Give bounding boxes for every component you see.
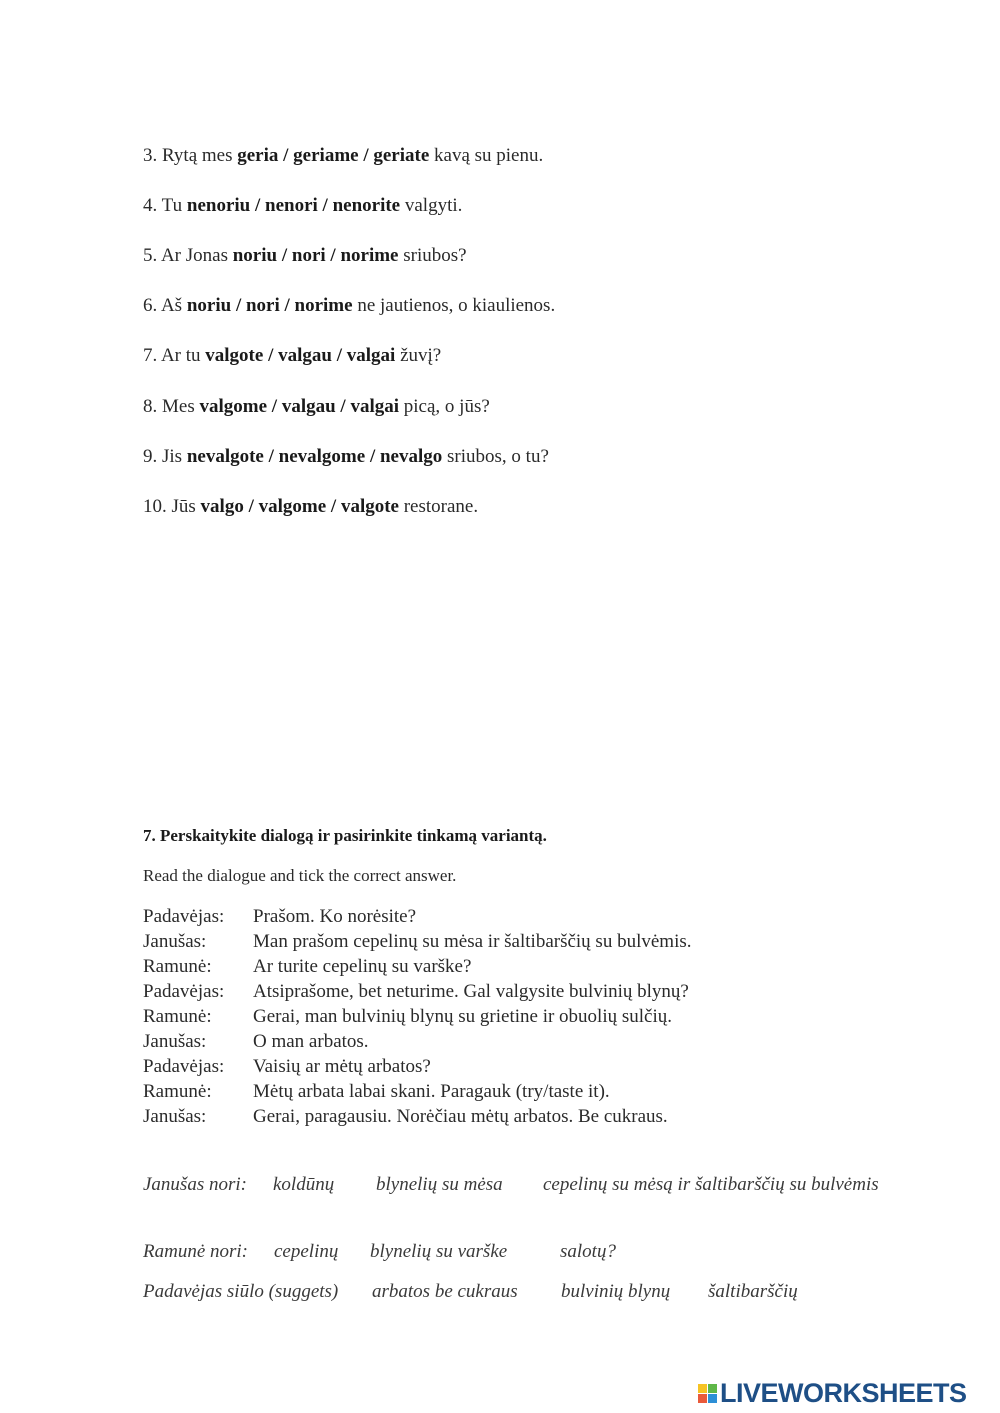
sentence-suffix: kavą su pienu. (434, 145, 544, 166)
task-option[interactable]: salotų? (560, 1241, 616, 1262)
option-1[interactable]: valgo (200, 496, 244, 517)
sentence-7 (143, 344, 441, 368)
sentence-suffix: sriubos? (403, 245, 467, 266)
speaker: Ramunė: (143, 1006, 212, 1027)
utterance: Ar turite cepelinų su varške? (253, 956, 472, 977)
option-1[interactable]: nevalgote (186, 446, 264, 467)
separator: / (235, 295, 242, 316)
logo-text: LIVEWORKSHEETS (720, 1377, 967, 1408)
separator: / (281, 245, 288, 266)
option-2[interactable]: valgau (281, 396, 336, 417)
speaker: Janušas: (143, 1106, 207, 1127)
task-label: Ramunė nori: (143, 1241, 249, 1262)
separator: / (330, 245, 336, 266)
sentence-3 (143, 144, 543, 168)
sentence-5 (143, 244, 467, 268)
sentence-10 (143, 495, 478, 519)
sentence-prefix: Tu (161, 195, 183, 216)
sentence-number: 3. (143, 145, 158, 166)
sentence-suffix: sriubos, o tu? (447, 446, 549, 467)
sentence-8 (143, 395, 490, 419)
sentence-9 (143, 445, 549, 469)
speaker: Ramunė: (143, 956, 212, 977)
speaker: Janušas: (143, 1031, 207, 1052)
task-option[interactable]: arbatos be cukraus (372, 1281, 518, 1302)
option-3[interactable]: norime (340, 245, 399, 266)
option-1[interactable]: geria (237, 145, 279, 166)
sentence-number: 4. (143, 195, 158, 216)
sentence-suffix: ne jautienos, o kiaulienos. (357, 295, 556, 316)
separator: / (322, 195, 328, 216)
task-option[interactable]: koldūnų (273, 1174, 335, 1195)
option-3[interactable]: valgai (350, 396, 400, 417)
separator: / (268, 446, 274, 467)
sentence-number: 7. (143, 345, 158, 366)
option-2[interactable]: nori (245, 295, 280, 316)
logo-square-icon (708, 1394, 717, 1403)
task-option[interactable]: šaltibarščių (708, 1281, 798, 1302)
utterance: Mėtų arbata labai skani. Paragauk (try/taste it). (253, 1081, 610, 1102)
utterance: Gerai, paragausiu. Norėčiau mėtų arbatos. Be cukraus. (253, 1106, 668, 1127)
option-2[interactable]: valgau (278, 345, 332, 366)
utterance: Prašom. Ko norėsite? (253, 906, 417, 927)
separator: / (284, 295, 290, 316)
sentence-4 (143, 194, 462, 218)
sentence-number: 5. (143, 245, 158, 266)
task-option[interactable]: blynelių su varške (370, 1241, 508, 1262)
sentence-prefix: Ar tu (160, 345, 201, 366)
sentence-prefix: Aš (160, 295, 183, 316)
option-3[interactable]: nevalgo (379, 446, 443, 467)
utterance: Man prašom cepelinų su mėsa ir šaltibarščių su bulvėmis. (253, 931, 692, 952)
option-2[interactable]: nenori (265, 195, 318, 216)
separator: / (254, 195, 261, 216)
separator: / (330, 496, 337, 517)
separator: / (268, 345, 274, 366)
separator: / (369, 446, 376, 467)
exercise-7-instruction: Read the dialogue and tick the correct answer. (143, 866, 457, 885)
option-3[interactable]: geriate (373, 145, 430, 166)
task-option[interactable]: cepelinų su mėsą ir šaltibarščių su bulvėmis (543, 1174, 879, 1195)
utterance: Gerai, man bulvinių blynų su grietine ir obuolių sulčių. (253, 1006, 672, 1027)
option-1[interactable]: noriu (232, 245, 278, 266)
speaker: Padavėjas: (143, 906, 225, 927)
utterance: O man arbatos. (253, 1031, 369, 1052)
sentence-number: 6. (143, 295, 158, 316)
option-1[interactable]: noriu (186, 295, 232, 316)
speaker: Padavėjas: (143, 981, 225, 1002)
sentence-prefix: Jūs (171, 496, 196, 517)
task-option[interactable]: cepelinų (274, 1241, 339, 1262)
liveworksheets-logo (698, 1378, 967, 1408)
sentence-prefix: Rytą mes (162, 145, 233, 166)
separator: / (363, 145, 369, 166)
logo-mark-icon (698, 1384, 717, 1403)
task-ramune (143, 1241, 743, 1267)
sentence-suffix: restorane. (403, 496, 479, 517)
logo-square-icon (698, 1394, 707, 1403)
separator: / (283, 145, 289, 166)
option-2[interactable]: valgome (258, 496, 327, 517)
option-2[interactable]: nevalgome (278, 446, 366, 467)
logo-square-icon (708, 1384, 717, 1393)
task-padavejas (143, 1281, 843, 1307)
utterance: Vaisių ar mėtų arbatos? (253, 1056, 431, 1077)
sentence-number: 8. (143, 396, 158, 417)
sentence-prefix: Jis (162, 446, 183, 467)
exercise-7-title: 7. Perskaitykite dialogą ir pasirinkite tinkamą variantą. (143, 826, 547, 845)
option-1[interactable]: nenoriu (186, 195, 251, 216)
option-3[interactable]: norime (294, 295, 353, 316)
separator: / (336, 345, 342, 366)
separator: / (248, 496, 254, 517)
separator: / (271, 396, 278, 417)
sentence-suffix: picą, o jūs? (403, 396, 490, 417)
sentence-suffix: valgyti. (404, 195, 463, 216)
speaker: Padavėjas: (143, 1056, 225, 1077)
logo-square-icon (698, 1384, 707, 1393)
option-2[interactable]: nori (291, 245, 326, 266)
sentence-number: 9. (143, 446, 158, 467)
option-1[interactable]: valgote (205, 345, 264, 366)
separator: / (340, 396, 346, 417)
speaker: Janušas: (143, 931, 207, 952)
option-1[interactable]: valgome (199, 396, 268, 417)
task-option[interactable]: bulvinių blynų (561, 1281, 671, 1302)
option-3[interactable]: nenorite (332, 195, 401, 216)
task-option[interactable]: blynelių su mėsa (376, 1174, 503, 1195)
sentence-prefix: Ar Jonas (160, 245, 228, 266)
speaker: Ramunė: (143, 1081, 212, 1102)
sentence-number: 10. (143, 496, 167, 517)
sentence-suffix: žuvį? (400, 345, 442, 366)
option-3[interactable]: valgote (340, 496, 399, 517)
sentence-prefix: Mes (162, 396, 195, 417)
task-label: Janušas nori: (143, 1174, 247, 1195)
option-3[interactable]: valgai (346, 345, 396, 366)
task-label: Padavėjas siūlo (suggets) (143, 1281, 339, 1302)
option-2[interactable]: geriame (293, 145, 359, 166)
task-janusas (143, 1174, 943, 1200)
sentence-6 (143, 294, 555, 318)
utterance: Atsiprašome, bet neturime. Gal valgysite bulvinių blynų? (253, 981, 689, 1002)
